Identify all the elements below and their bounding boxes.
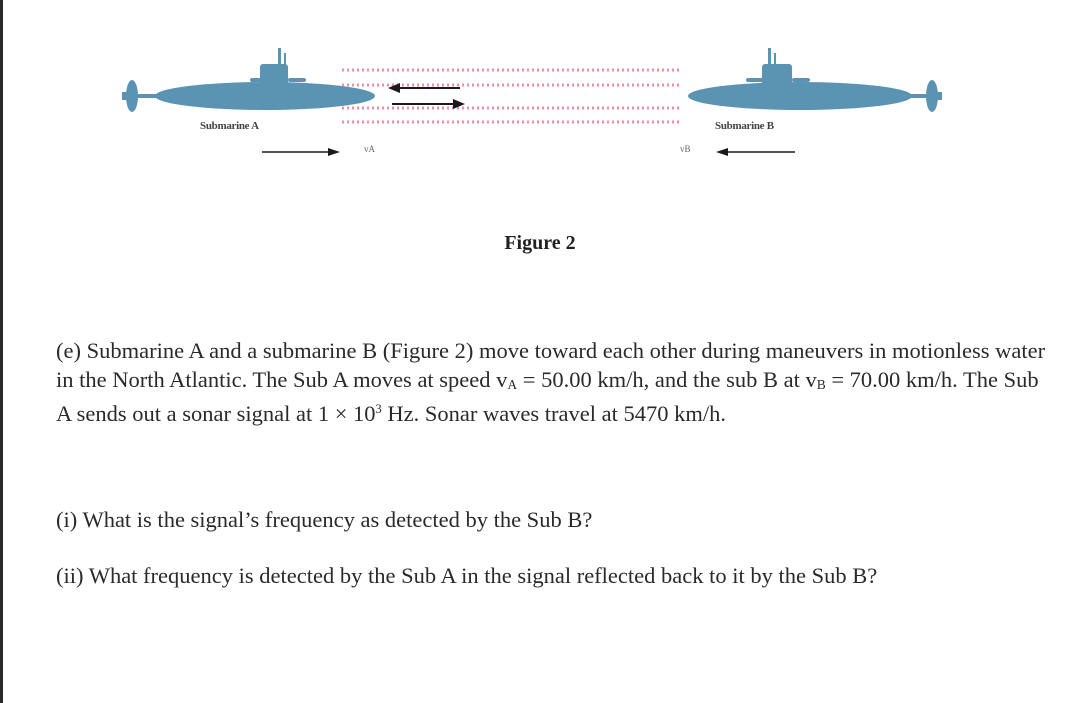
va-value: = 50.00 km/h, and the sub B at xyxy=(517,367,806,392)
sonar-waves xyxy=(342,70,682,122)
vb-value: = 70.00 km/h. The Sub A sends out a sonar signal at 1 × 10 xyxy=(56,367,1039,427)
question-i: (i) What is the signal’s frequency as detected by the Sub B? xyxy=(56,507,593,532)
problem-text-2: Hz. Sonar waves travel at 5470 km/h. xyxy=(381,401,727,427)
va-symbol: v xyxy=(496,367,508,392)
velocity-arrow-b xyxy=(716,148,795,156)
submarine-b xyxy=(688,48,942,112)
problem-statement xyxy=(56,336,1056,428)
problem-text-1: (e) Submarine A and a submarine B (Figure 2) move toward each other during maneuvers in motionless water in the North Atlantic. The Sub A moves at speed xyxy=(56,338,1046,392)
va-subscript: A xyxy=(507,377,518,393)
figure-caption: Figure 2 xyxy=(504,232,576,254)
submarine-b-label: Submarine B xyxy=(715,120,774,132)
submarine-a xyxy=(122,48,375,112)
velocity-b-label: vB xyxy=(680,144,691,154)
submarines-diagram xyxy=(110,38,950,168)
velocity-arrow-a xyxy=(262,148,340,156)
vb-subscript: B xyxy=(816,377,826,393)
vb-symbol: v xyxy=(805,367,817,392)
submarine-a-label: Submarine A xyxy=(200,120,259,132)
frequency-exponent: 3 xyxy=(375,401,382,416)
figure-2 xyxy=(110,38,950,168)
left-border xyxy=(0,0,3,703)
velocity-a-label: vA xyxy=(364,144,375,154)
question-ii: (ii) What frequency is detected by the Sub A in the signal reflected back to it by the Sub B? xyxy=(56,563,878,588)
